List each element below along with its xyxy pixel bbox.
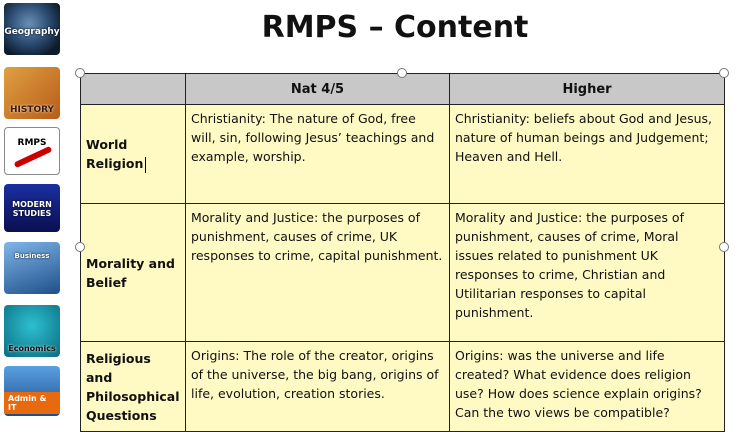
admin-it-icon[interactable] <box>4 366 60 416</box>
resize-handle[interactable] <box>75 242 85 252</box>
resize-handle[interactable] <box>75 68 85 78</box>
cell-nat45[interactable]: Origins: The role of the creator, origins of the universe, the big bang, origins of life, evolution, creation stories. <box>186 342 450 432</box>
row-topic-text: World Religion <box>86 137 144 171</box>
geography-label: Geography <box>4 27 60 37</box>
modern-studies-label: MODERN STUDIES <box>12 200 52 218</box>
text-cursor <box>145 157 146 173</box>
cell-higher[interactable]: Origins: was the universe and life created? What evidence does religion use? How does science explain origins? Can the two views be compatible? <box>450 342 725 432</box>
economics-icon[interactable] <box>4 305 60 357</box>
header-higher: Higher <box>450 74 725 105</box>
cell-nat45[interactable]: Morality and Justice: the purposes of punishment, causes of crime, UK responses to crime, capital punishment. <box>186 204 450 342</box>
resize-handle[interactable] <box>719 68 729 78</box>
cell-higher[interactable]: Christianity: beliefs about God and Jesus, nature of human beings and Judgement; Heaven and Hell. <box>450 105 725 204</box>
rmps-icon[interactable] <box>4 127 60 175</box>
row-topic[interactable]: Religious and Philosophical Questions <box>81 342 186 432</box>
geography-icon[interactable] <box>4 3 60 55</box>
resize-handle[interactable] <box>719 242 729 252</box>
cell-higher[interactable]: Morality and Justice: the purposes of punishment, causes of crime, Moral issues related to punishment UK responses to crime, Christian and Utilitarian responses to capital punishment. <box>450 204 725 342</box>
resize-handle[interactable] <box>397 68 407 78</box>
page-title: RMPS – Content <box>261 10 529 45</box>
history-label: HISTORY <box>9 105 55 115</box>
cell-nat45[interactable]: Christianity: The nature of God, free will, sin, following Jesus’ teachings and example, worship. <box>186 105 450 204</box>
table-row <box>81 204 725 342</box>
header-empty <box>81 74 186 105</box>
rmps-label: RMPS <box>17 138 47 148</box>
history-icon[interactable] <box>4 67 60 119</box>
admin-it-label: Admin & IT <box>4 392 60 414</box>
header-nat45: Nat 4/5 <box>186 74 450 105</box>
modern-studies-icon[interactable] <box>4 184 60 232</box>
row-topic[interactable]: Morality and Belief <box>81 204 186 342</box>
table-row <box>81 342 725 432</box>
business-label: Business <box>14 252 50 260</box>
row-topic[interactable] <box>81 105 186 204</box>
content-table[interactable] <box>80 73 725 432</box>
table-header-row <box>81 74 725 105</box>
table-row <box>81 105 725 204</box>
economics-label: Economics <box>8 344 56 353</box>
business-icon[interactable] <box>4 242 60 294</box>
